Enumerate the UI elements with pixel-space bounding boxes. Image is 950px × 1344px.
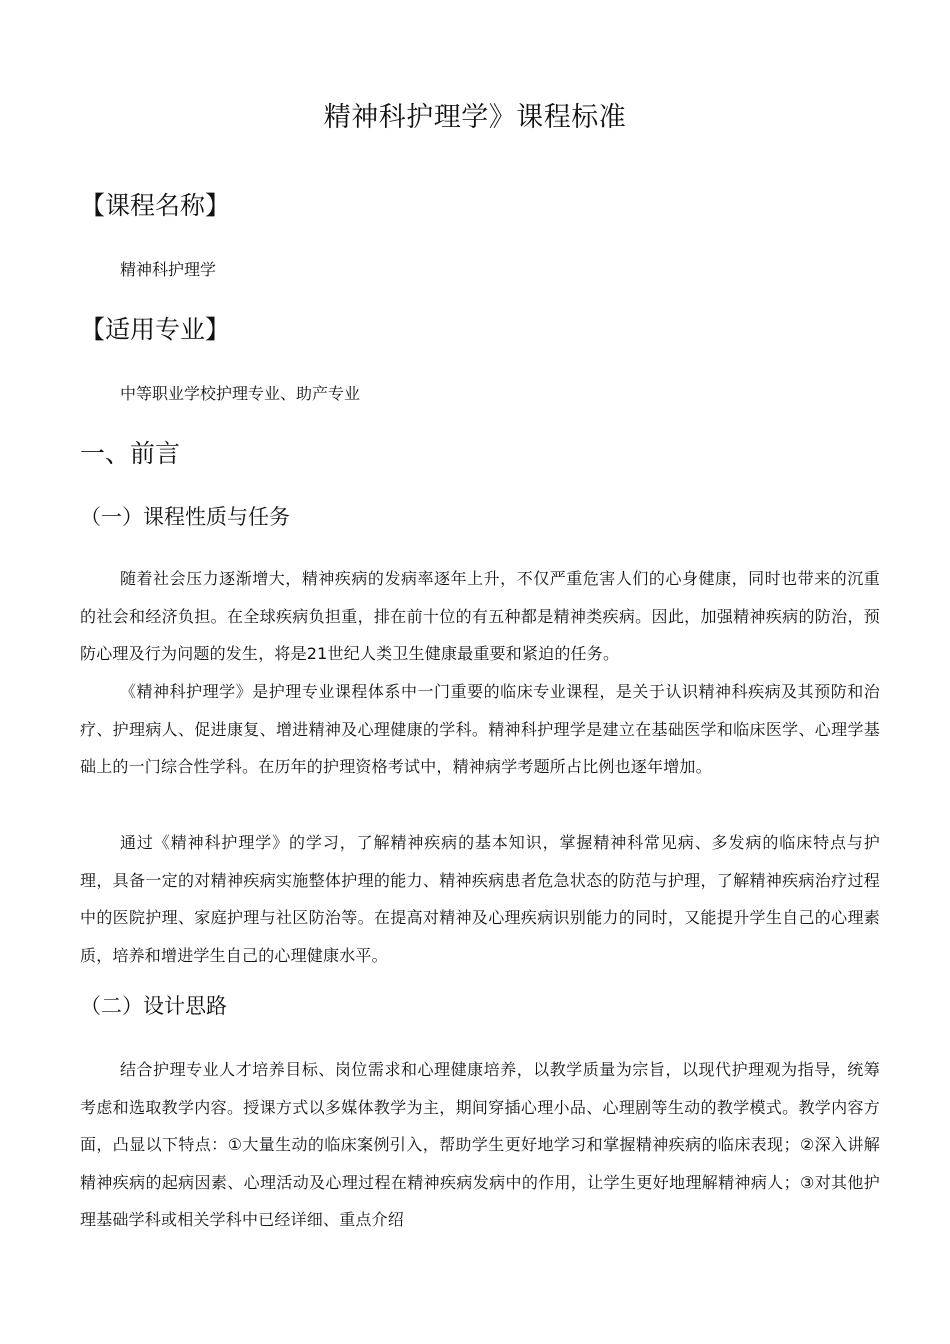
major-value: 中等职业学校护理专业、助产专业: [120, 384, 361, 403]
paragraph-nature-1: 随着社会压力逐渐增大，精神疾病的发病率逐年上升，不仅严重危害人们的心身健康，同时也带来的沉重的社会和经济负担。在全球疾病负担重，排在前十位的有五种都是精神类疾病。因此，加强精神疾病的防治，预防心理及行为问题的发生，将是21世纪人类卫生健康最重要和紧迫的任务。: [80, 569, 880, 663]
paragraph-nature-3: 通过《精神科护理学》的学习，了解精神疾病的基本知识，掌握精神科常见病、多发病的临床特点与护理，具备一定的对精神疾病实施整体护理的能力、精神疾病患者危急状态的防范与护理，了解精神疾病治疗过程中的医院护理、家庭护理与社区防治等。在提高对精神及心理疾病识别能力的同时，又能提升学生自己的心理素质，培养和增进学生自己的心理健康水平。: [80, 833, 880, 965]
paragraph-design-1: 结合护理专业人才培养目标、岗位需求和心理健康培养，以教学质量为宗旨，以现代护理观为指导，统筹考虑和选取教学内容。授课方式以多媒体教学为主，期间穿插心理小品、心理剧等生动的教学模式。教学内容方面，凸显以下特点：①大量生动的临床案例引入，帮助学生更好地学习和掌握精神疾病的临床表现；②深入讲解精神疾病的起病因素、心理活动及心理过程在精神疾病发病中的作用，让学生更好地理解精神病人；③对其他护理基础学科或相关学科中已经详细、重点介绍: [80, 1060, 880, 1229]
subsection-heading-design: （二）设计思路: [80, 994, 227, 1018]
course-name-value: 精神科护理学: [120, 260, 217, 279]
major-heading: 【适用专业】: [80, 315, 231, 344]
document-title: 精神科护理学》课程标准: [323, 102, 627, 133]
subsection-heading-nature-task: （一）课程性质与任务: [80, 505, 290, 529]
section-heading-preface: 一、前言: [80, 439, 181, 468]
paragraph-nature-2: 《精神科护理学》是护理专业课程体系中一门重要的临床专业课程，是关于认识精神科疾病及其预防和治疗、护理病人、促进康复、增进精神及心理健康的学科。精神科护理学是建立在基础医学和临床医学、心理学基础上的一门综合性学科。在历年的护理资格考试中，精神病学考题所占比例也逐年增加。: [80, 682, 880, 776]
course-name-heading: 【课程名称】: [80, 191, 231, 220]
